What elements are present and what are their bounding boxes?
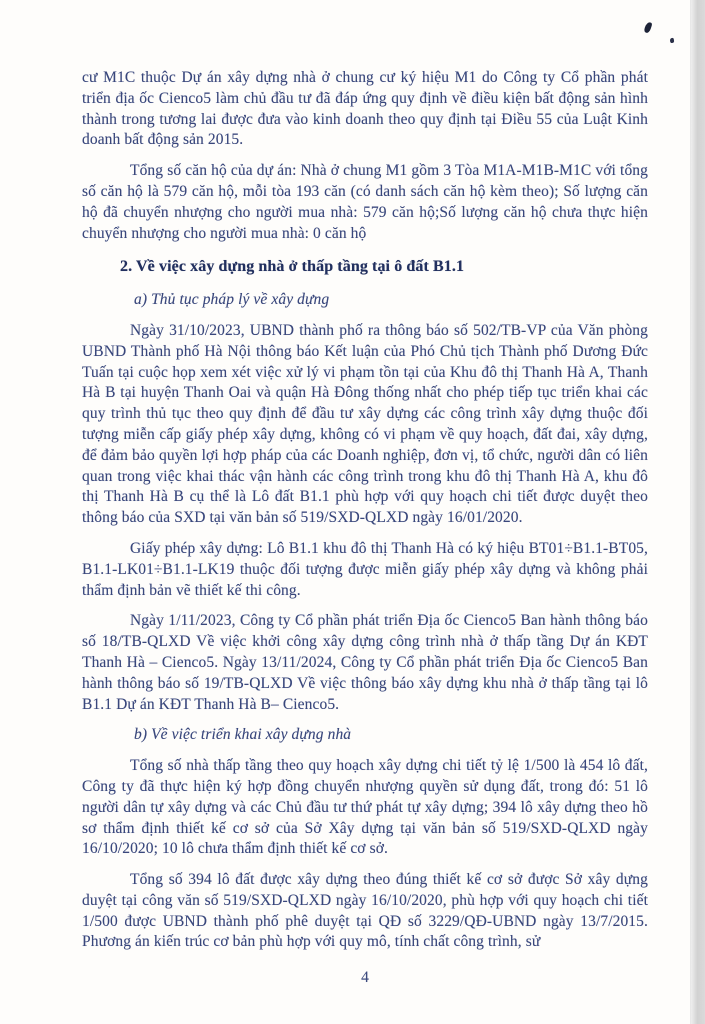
paragraph-building-permit: Giấy phép xây dựng: Lô B1.1 khu đô thị Thanh Hà có ký hiệu BT01÷B1.1-BT05, B1.1-LK01÷B1.1-LK19 thuộc đối tượng được miễn giấy phép xây dựng và không phải thẩm định bản vẽ thiết kế thi công. <box>82 539 648 599</box>
paragraph-apartment-totals: Tổng số căn hộ của dự án: Nhà ở chung M1 gồm 3 Tòa M1A-M1B-M1C với tổng số căn hộ là 579 căn hộ, mỗi tòa 193 căn (có danh sách căn hộ kèm theo); Số lượng căn hộ đã chuyển nhượng cho người mua nhà: 579 căn hộ;Số lượng căn hộ chưa thực hiện chuyển nhượng cho người mua nhà: 0 căn hộ <box>82 162 648 242</box>
paragraph-394-lots: Tổng số 394 lô đất được xây dựng theo đúng thiết kế cơ sở được Sở xây dựng duyệt tại công văn số 519/SXD-QLXD ngày 16/10/2020, phù hợp với quy hoạch chi tiết 1/500 được UBND thành phố phê duyệt tại QĐ số 3229/QĐ-UBND ngày 13/7/2015. Phương án kiến trúc cơ bản phù hợp với quy mô, tính chất công trình, sử <box>82 871 648 951</box>
scan-speck <box>670 38 675 44</box>
subsection-heading-b: b) Về việc triển khai xây dựng nhà <box>134 726 352 744</box>
section-heading-2: 2. Về việc xây dựng nhà ở thấp tầng tại ô đất B1.1 <box>120 258 465 276</box>
scan-speck <box>643 21 652 33</box>
paragraph-continuation-m1c: cư M1C thuộc Dự án xây dựng nhà ở chung cư ký hiệu M1 do Công ty Cổ phần phát triển địa ốc Cienco5 làm chủ đầu tư đã đáp ứng quy định về điều kiện bất động sản hình thành trong tương lai được đưa vào kinh doanh theo quy định tại Điều 55 của Luật Kinh doanh bất động sản 2015. <box>82 69 648 149</box>
paragraph-construction-notices: Ngày 1/11/2023, Công ty Cổ phần phát triển Địa ốc Cienco5 Ban hành thông báo số 18/TB-QLXD Về việc khởi công xây dựng công trình nhà ở thấp tầng Dự án KĐT Thanh Hà – Cienco5. Ngày 13/11/2024, Công ty Cổ phần phát triển Địa ốc Cienco5 Ban hành thông báo số 19/TB-QLXD Về việc thông báo xây dựng khu nhà ở thấp tầng tại lô B1.1 Dự án KĐT Thanh Hà B– Cienco5. <box>82 612 648 713</box>
subsection-heading-a: a) Thủ tục pháp lý về xây dựng <box>134 291 330 309</box>
scanned-page-edge-shadow <box>690 0 705 1024</box>
paragraph-lowrise-totals: Tổng số nhà thấp tầng theo quy hoạch xây dựng chi tiết tỷ lệ 1/500 là 454 lô đất, Công ty đã thực hiện ký hợp đồng chuyển nhượng quyền sử dụng đất, trong đó: 51 lô người dân tự xây dựng và các Chủ đầu tư thứ phát tự xây dựng; 394 lô xây dựng theo hồ sơ thẩm định thiết kế cơ sở của Sở Xây dựng tại văn bản số 519/SXD-QLXD ngày 16/10/2020; 10 lô chưa thẩm định thiết kế cơ sở. <box>82 757 648 858</box>
paragraph-legal-procedure: Ngày 31/10/2023, UBND thành phố ra thông báo số 502/TB-VP của Văn phòng UBND Thành phố Hà Nội thông báo Kết luận của Phó Chủ tịch Thành phố Dương Đức Tuấn tại cuộc họp xem xét việc xử lý vi phạm tồn tại của Khu đô thị Thanh Hà A, Thanh Hà B tại huyện Thanh Oai và quận Hà Đông thống nhất cho phép tiếp tục triển khai các quy trình thủ tục theo quy định để đầu tư xây dựng các công trình xây dựng thuộc đối tượng miễn cấp giấy phép xây dựng, không có vi phạm về quy hoạch, đất đai, xây dựng, để đảm bảo quyền lợi hợp pháp của các Doanh nghiệp, đơn vị, tổ chức, người dân có liên quan trong việc khai thác vận hành các công trình trong khu đô thị Thanh Hà A, khu đô thị Thanh Hà B cụ thể là Lô đất B1.1 phù hợp với quy hoạch chi tiết được duyệt theo thông báo của SXD tại văn bản số 519/SXD-QLXD ngày 16/01/2020. <box>82 321 648 527</box>
page-number: 4 <box>361 969 369 987</box>
document-body <box>82 68 648 999</box>
